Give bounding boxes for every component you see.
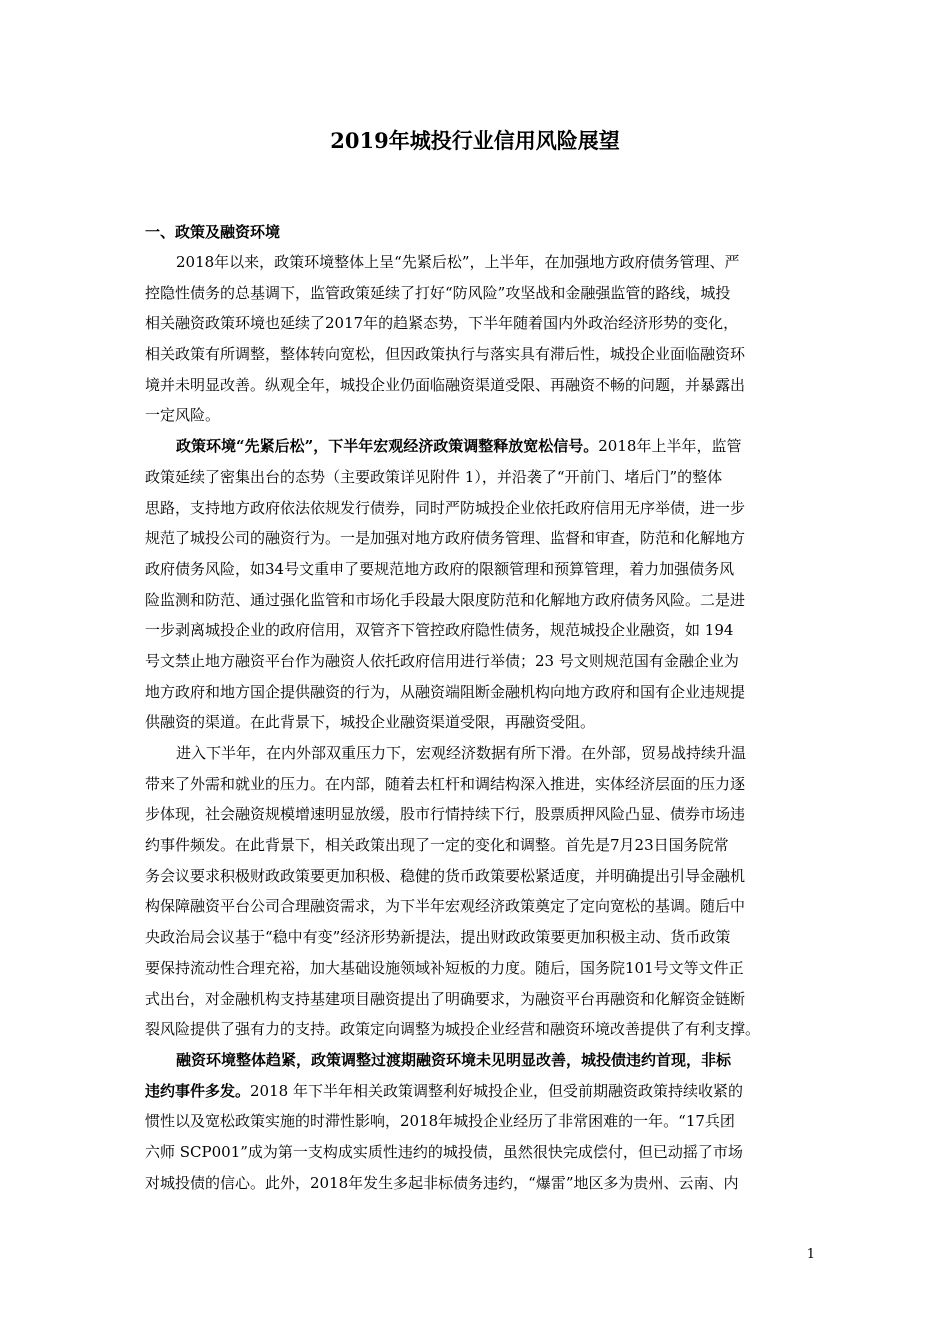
- body-text: 要保持流动性合理充裕，加大基础设施领域补短板的力度。随后，国务院101号文等文件正: [145, 958, 744, 977]
- document-title: 2019年城投行业信用风险展望: [330, 128, 620, 153]
- paragraph-line: [145, 1168, 809, 1199]
- paragraph-line: [145, 370, 809, 401]
- body-text: 险监测和防范、通过强化监管和市场化手段最大限度防范和化解地方政府债务风险。二是进: [145, 590, 746, 609]
- body-text: 号文禁止地方融资平台作为融资人依托政府信用进行举债；23 号文则规范国有金融企业为: [145, 651, 739, 670]
- body-text: 相关政策有所调整，整体转向宽松，但因政策执行与落实具有滞后性，城投企业面临融资环: [145, 345, 746, 364]
- body-text: 控隐性债务的总基调下，监管政策延续了打好“防风险”攻坚战和金融强监管的路线，城投: [145, 283, 731, 302]
- paragraph: [145, 431, 809, 738]
- body-text: 境并未明显改善。纵观全年，城投企业仍面临融资渠道受限、再融资不畅的问题，并暴露出: [145, 375, 746, 394]
- paragraph-line: [145, 1045, 809, 1076]
- paragraph-line: [145, 585, 809, 616]
- body-text: 惯性以及宽松政策实施的时滞性影响，2018年城投企业经历了非常困难的一年。“17兵团: [145, 1112, 735, 1131]
- body-text: 带来了外需和就业的压力。在内部，随着去杠杆和调结构深入推进，实体经济层面的压力逐: [145, 774, 746, 793]
- body-text: 政府债务风险，如34号文重申了要规范地方政府的限额管理和预算管理，着力加强债务风: [145, 559, 735, 578]
- body-text: 约事件频发。在此背景下，相关政策出现了一定的变化和调整。首先是7月23日国务院常: [145, 836, 729, 855]
- document-body: [145, 217, 809, 1198]
- body-text: 一定风险。: [145, 406, 221, 425]
- section-heading: 一、政策及融资环境: [145, 223, 281, 241]
- paragraph-line: [145, 247, 809, 278]
- body-text: 务会议要求积极财政政策要更加积极、稳健的货币政策要松紧适度，并明确提出引导金融机: [145, 866, 746, 885]
- body-text: 步体现，社会融资规模增速明显放缓，股市行情持续下行，股票质押风险凸显、债券市场违: [145, 805, 746, 824]
- body-text: 2018年以来，政策环境整体上呈“先紧后松”，上半年，在加强地方政府债务管理、严: [176, 253, 740, 271]
- paragraph-line: [145, 493, 809, 524]
- paragraph-line: [145, 738, 809, 769]
- body-text: 一步剥离城投企业的政府信用，双管齐下管控政府隐性债务，规范城投企业融资，如 194: [145, 621, 734, 640]
- paragraph-line: [145, 615, 809, 646]
- paragraph-line: [145, 891, 809, 922]
- paragraph-line: [145, 400, 809, 431]
- paragraph-line: [145, 339, 809, 370]
- paragraph-line: [145, 1137, 809, 1168]
- paragraph-line: [145, 554, 809, 585]
- paragraph: [145, 1045, 809, 1198]
- body-text: 裂风险提供了强有力的支持。政策定向调整为城投企业经营和融资环境改善提供了有利支撑。: [145, 1020, 761, 1039]
- paragraph-line: [145, 984, 809, 1015]
- paragraph-line: [145, 830, 809, 861]
- body-text: 相关融资政策环境也延续了2017年的趋紧态势，下半年随着国内外政治经济形势的变化，: [145, 314, 739, 333]
- paragraph-line: [145, 523, 809, 554]
- bold-lead-text: 政策环境“先紧后松”，下半年宏观经济政策调整释放宽松信号。: [176, 437, 599, 456]
- paragraph-line: [145, 922, 809, 953]
- bold-lead-text: 融资环境整体趋紧，政策调整过渡期融资环境未见明显改善，城投债违约首现，非标: [176, 1050, 732, 1069]
- paragraph-line: [145, 677, 809, 708]
- paragraph-line: [145, 1014, 809, 1045]
- paragraph-line: [145, 1076, 809, 1107]
- paragraph: [145, 247, 809, 431]
- paragraph-line: [145, 799, 809, 830]
- body-text: 进入下半年，在内外部双重压力下，宏观经济数据有所下滑。在外部，贸易战持续升温: [176, 744, 747, 762]
- paragraph-line: [145, 278, 809, 309]
- bold-lead-text: 违约事件多发。: [145, 1081, 251, 1100]
- body-text: 2018年上半年，监管: [598, 437, 742, 456]
- body-text: 供融资的渠道。在此背景下，城投企业融资渠道受限，再融资受阻。: [145, 713, 596, 732]
- paragraph-line: [145, 769, 809, 800]
- body-text: 六师 SCP001”成为第一支构成实质性违约的城投债，虽然很快完成偿付，但已动摇了市场: [145, 1142, 743, 1161]
- body-text: 2018 年下半年相关政策调整利好城投企业，但受前期融资政策持续收紧的: [250, 1081, 743, 1100]
- page-number: 1: [806, 1247, 815, 1262]
- body-text: 构保障融资平台公司合理融资需求，为下半年宏观经济政策奠定了定向宽松的基调。随后中: [145, 897, 746, 916]
- paragraph-line: [145, 646, 809, 677]
- paragraph-line: [145, 953, 809, 984]
- paragraph-list: [145, 247, 809, 1198]
- body-text: 思路，支持地方政府依法依规发行债券，同时严防城投企业依托政府信用无序举债，进一步: [145, 498, 746, 517]
- paragraph-line: [145, 1106, 809, 1137]
- body-text: 式出台，对金融机构支持基建项目融资提出了明确要求，为融资平台再融资和化解资金链断: [145, 989, 746, 1008]
- body-text: 对城投债的信心。此外，2018年发生多起非标债务违约，“爆雷”地区多为贵州、云南、内: [145, 1173, 739, 1192]
- paragraph-line: [145, 308, 809, 339]
- body-text: 央政治局会议基于“稳中有变”经济形势新提法，提出财政政策要更加积极主动、货币政策: [145, 928, 731, 947]
- body-text: 政策延续了密集出台的态势（主要政策详见附件 1），并沿袭了“开前门、堵后门”的整体: [145, 467, 723, 486]
- paragraph-line: [145, 431, 809, 462]
- paragraph-line: [145, 861, 809, 892]
- paragraph-line: [145, 462, 809, 493]
- paragraph: [145, 738, 809, 1045]
- body-text: 地方政府和地方国企提供融资的行为，从融资端阻断金融机构向地方政府和国有企业违规提: [145, 682, 746, 701]
- body-text: 规范了城投公司的融资行为。一是加强对地方政府债务管理、监督和审查，防范和化解地方: [145, 529, 746, 548]
- paragraph-line: [145, 707, 809, 738]
